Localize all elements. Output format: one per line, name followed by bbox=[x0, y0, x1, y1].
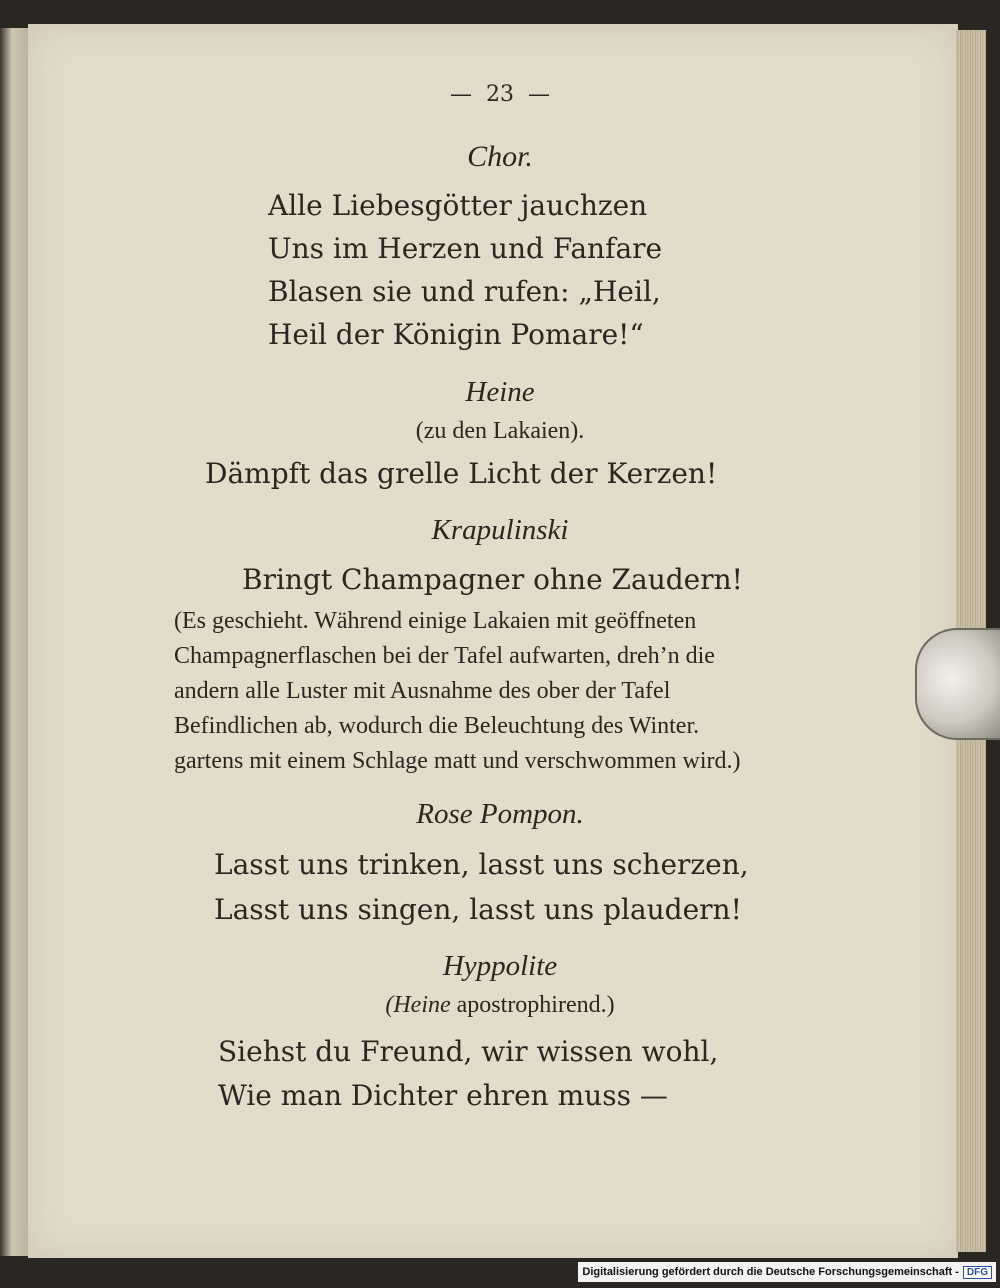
page-number-value: 23 bbox=[486, 82, 514, 107]
verse-line: Uns im Herzen und Fanfare bbox=[268, 232, 663, 265]
verse-line: Siehst du Freund, wir wissen wohl, bbox=[218, 1035, 719, 1068]
stage-direction-line: (Es geschieht. Während einige Lakaien mit geöffneten bbox=[174, 608, 697, 634]
stage-direction-rest: apostrophirend.) bbox=[450, 992, 615, 1018]
stage-direction-italic: (Heine bbox=[385, 992, 451, 1018]
verse-line: Alle Liebesgötter jauchzen bbox=[268, 189, 648, 222]
speaker-hyppolite: Hyppolite bbox=[442, 950, 558, 982]
verse-line: Lasst uns trinken, lasst uns scherzen, bbox=[214, 848, 749, 881]
dfg-logo: DFG bbox=[963, 1266, 992, 1279]
stage-direction-line: Befindlichen ab, wodurch die Beleuchtung des Winter. bbox=[174, 713, 700, 739]
verse-line: Dämpft das grelle Licht der Kerzen! bbox=[205, 457, 718, 490]
verse-rose-pompon bbox=[214, 842, 749, 932]
page-number-dash-right: — bbox=[528, 82, 550, 107]
verse-line: Lasst uns singen, lasst uns plaudern! bbox=[214, 893, 742, 926]
stage-direction-hyppolite bbox=[0, 992, 1000, 1019]
footer-text: Digitalisierung gefördert durch die Deutsche Forschungsgemeinschaft - bbox=[582, 1266, 959, 1278]
speaker-heine: Heine bbox=[465, 376, 535, 408]
digitization-footer bbox=[578, 1262, 996, 1282]
verse-line: Bringt Champagner ohne Zaudern! bbox=[242, 563, 743, 596]
verse-line: Wie man Dichter ehren muss — bbox=[218, 1079, 668, 1112]
speaker-chor: Chor. bbox=[467, 140, 533, 173]
stage-direction-block bbox=[174, 604, 741, 779]
page-number-dash-left: — bbox=[450, 82, 472, 107]
verse-krapulinski bbox=[242, 558, 743, 601]
verse-chor bbox=[268, 184, 662, 356]
verse-hyppolite bbox=[218, 1030, 718, 1118]
speaker-rose-pompon: Rose Pompon. bbox=[416, 798, 584, 830]
verse-line: Blasen sie und rufen: „Heil, bbox=[268, 275, 661, 308]
verse-line: Heil der Königin Pomare!“ bbox=[268, 318, 644, 351]
stage-direction-line: gartens mit einem Schlage matt und verschwommen wird.) bbox=[174, 748, 741, 774]
stage-direction-line: Champagnerflaschen bei der Tafel aufwarten, dreh’n die bbox=[174, 643, 715, 669]
speaker-krapulinski: Krapulinski bbox=[431, 514, 569, 546]
page-number bbox=[0, 82, 1000, 107]
page-tab-marker bbox=[915, 628, 1000, 740]
verse-heine bbox=[205, 452, 717, 495]
stage-direction-heine: (zu den Lakaien). bbox=[415, 418, 585, 444]
stage-direction-line: andern alle Luster mit Ausnahme des ober der Tafel bbox=[174, 678, 671, 704]
book-spine-edge bbox=[0, 28, 30, 1256]
